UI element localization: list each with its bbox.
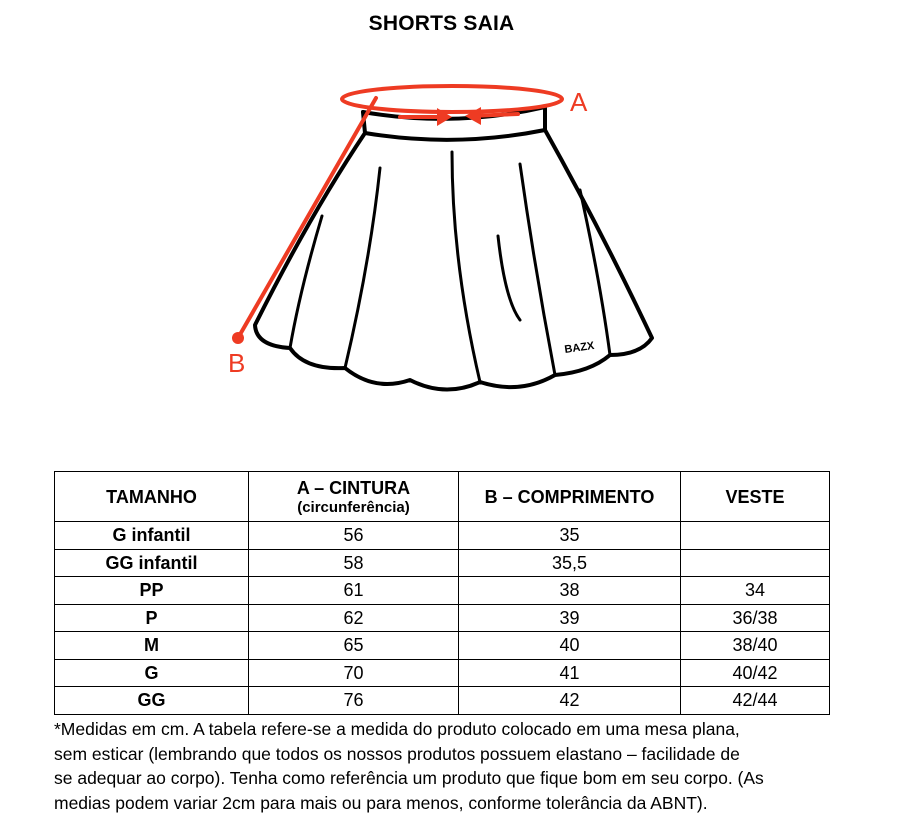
cell-size: G — [55, 659, 249, 687]
label-b: B — [228, 348, 246, 378]
note-line: sem esticar (lembrando que todos os nossos produtos possuem elastano – facilidade de — [54, 743, 740, 764]
table-row — [55, 577, 830, 605]
table-row — [55, 687, 830, 715]
cell-size: G infantil — [55, 522, 249, 550]
length-endpoint-dot — [232, 332, 244, 344]
cell-size: M — [55, 632, 249, 660]
header-waist — [249, 472, 459, 522]
table-row — [55, 522, 830, 550]
cell-waist: 65 — [249, 632, 459, 660]
cell-size: P — [55, 604, 249, 632]
brand-tag: BAZX — [563, 339, 596, 356]
cell-length: 38 — [459, 577, 681, 605]
cell-length: 41 — [459, 659, 681, 687]
label-a: A — [570, 87, 588, 117]
cell-fits: 40/42 — [681, 659, 830, 687]
note-line: se adequar ao corpo). Tenha como referência um produto que fique bom em seu corpo. (As — [54, 768, 764, 788]
cell-size: GG infantil — [55, 549, 249, 577]
cell-fits — [681, 549, 830, 577]
cell-length: 35 — [459, 522, 681, 550]
cell-length: 35,5 — [459, 549, 681, 577]
cell-fits: 42/44 — [681, 687, 830, 715]
cell-waist: 62 — [249, 604, 459, 632]
header-size: TAMANHO — [55, 472, 249, 522]
size-table — [54, 471, 830, 715]
cell-waist: 70 — [249, 659, 459, 687]
cell-fits — [681, 522, 830, 550]
header-waist-label: A – CINTURA — [296, 478, 411, 498]
table-row — [55, 604, 830, 632]
header-length: B – COMPRIMENTO — [459, 472, 681, 522]
note-line: *Medidas em cm. A tabela refere-se a medida do produto colocado em uma mesa plana, — [54, 719, 740, 739]
cell-waist: 58 — [249, 549, 459, 577]
table-header-row — [55, 472, 830, 522]
page-title: SHORTS SAIA — [368, 12, 515, 35]
cell-fits: 38/40 — [681, 632, 830, 660]
cell-waist: 56 — [249, 522, 459, 550]
cell-length: 40 — [459, 632, 681, 660]
cell-fits: 34 — [681, 577, 830, 605]
note-line: medias podem variar 2cm para mais ou para menos, conforme tolerância da ABNT). — [54, 792, 708, 813]
header-fits: VESTE — [681, 472, 830, 522]
cell-length: 39 — [459, 604, 681, 632]
table-row — [55, 549, 830, 577]
cell-size: GG — [55, 687, 249, 715]
measurement-note — [54, 717, 854, 815]
cell-fits: 36/38 — [681, 604, 830, 632]
header-waist-sublabel: (circunferência) — [297, 499, 410, 516]
table-row — [55, 632, 830, 660]
cell-waist: 76 — [249, 687, 459, 715]
table-row — [55, 659, 830, 687]
cell-size: PP — [55, 577, 249, 605]
cell-length: 42 — [459, 687, 681, 715]
cell-waist: 61 — [249, 577, 459, 605]
